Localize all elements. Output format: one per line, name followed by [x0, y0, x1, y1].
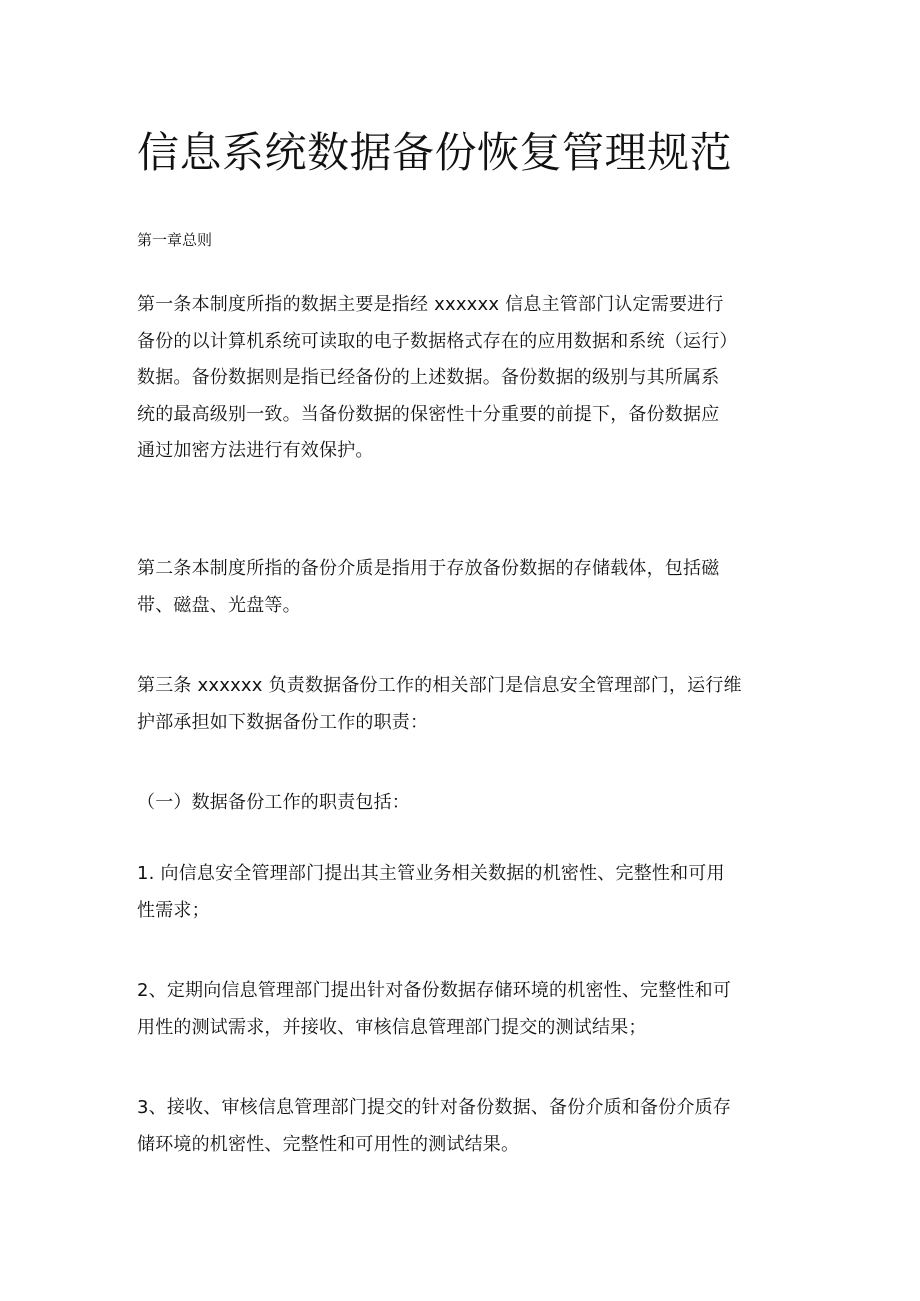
text-line: （一）数据备份工作的职责包括：	[137, 792, 410, 813]
list-item-1	[137, 856, 787, 929]
text-line: 备份的以计算机系统可读取的电子数据格式存在的应用数据和系统（运行）	[137, 330, 738, 352]
text-line: 带、磁盘、光盘等。	[137, 594, 301, 616]
text-line: 1. 向信息安全管理部门提出其主管业务相关数据的机密性、完整性和可用	[137, 863, 725, 884]
article-3-paragraph	[137, 668, 787, 741]
text-line: 性需求；	[137, 899, 210, 921]
text-line: 2、定期向信息管理部门提出针对备份数据存储环境的机密性、完整性和可	[137, 980, 732, 1001]
text-line: 储环境的机密性、完整性和可用性的测试结果。	[137, 1133, 520, 1155]
list-item-3	[137, 1090, 787, 1163]
text-line: 通过加密方法进行有效保护。	[137, 440, 374, 461]
list-item-2	[137, 973, 787, 1046]
text-line: 第二条本制度所指的备份介质是指用于存放备份数据的存储载体，包括磁	[137, 558, 720, 579]
text-line: 3、接收、审核信息管理部门提交的针对备份数据、备份介质和备份介质存	[137, 1097, 732, 1118]
document-title: 信息系统数据备份恢复管理规范	[137, 128, 733, 177]
text-line: 第一条本制度所指的数据主要是指经 xxxxxx 信息主管部门认定需要进行	[137, 294, 724, 315]
text-line: 统的最高级别一致。当备份数据的保密性十分重要的前提下，备份数据应	[137, 403, 720, 425]
article-1-paragraph	[137, 287, 787, 470]
section-1-heading	[137, 785, 787, 822]
text-line: 护部承担如下数据备份工作的职责：	[137, 711, 429, 733]
article-2-paragraph	[137, 551, 787, 624]
chapter-heading: 第一章总则	[137, 231, 213, 249]
text-line: 用性的测试需求，并接收、审核信息管理部门提交的测试结果；	[137, 1016, 647, 1038]
text-line: 第三条 xxxxxx 负责数据备份工作的相关部门是信息安全管理部门，运行维	[137, 675, 742, 696]
text-line: 数据。备份数据则是指已经备份的上述数据。备份数据的级别与其所属系	[137, 367, 720, 388]
